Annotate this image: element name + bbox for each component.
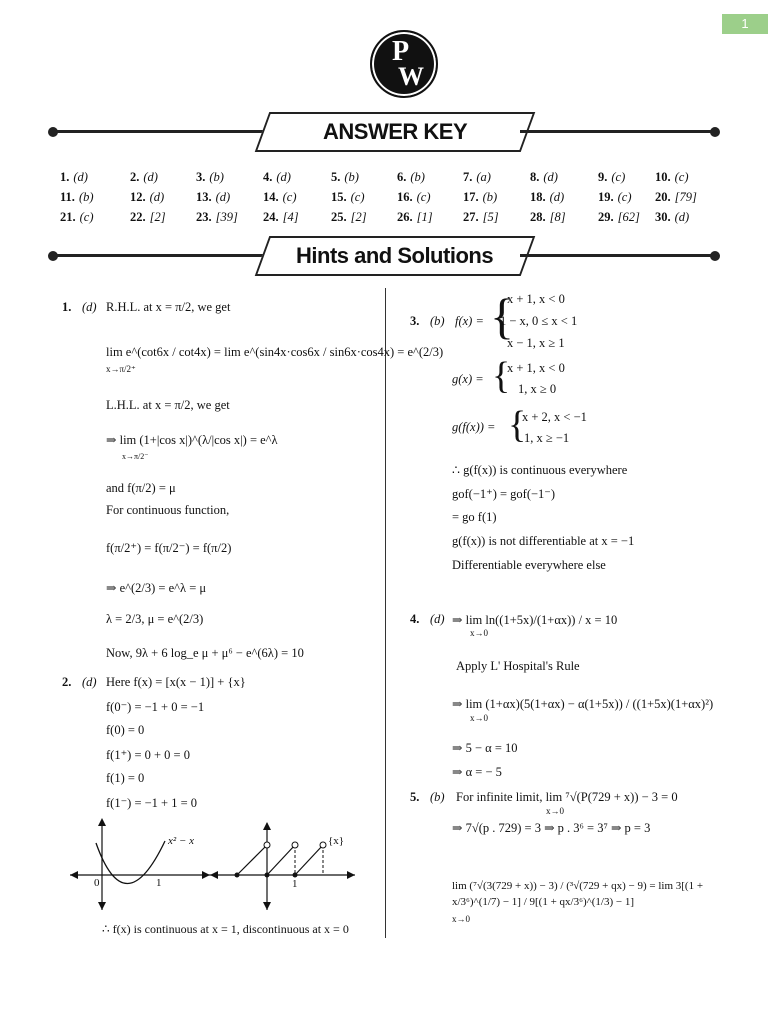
- q1-answer: (d): [82, 300, 97, 314]
- answer-item: [60, 170, 88, 185]
- answer-item: [60, 210, 94, 225]
- answer-value: (d): [73, 170, 88, 184]
- q3-line4: g(f(x)) is not differentiable at x = −1: [452, 534, 635, 548]
- q2-line1: f(0⁻) = −1 + 0 = −1: [106, 700, 205, 714]
- graph2-label: {x}: [328, 835, 345, 847]
- graph1-origin-label: 0: [94, 877, 100, 889]
- q4-result2: ⇒ α = − 5: [452, 765, 502, 779]
- answer-value: (b): [209, 170, 224, 184]
- answer-number: 2.: [130, 170, 140, 184]
- answer-number: 14.: [263, 190, 279, 204]
- answer-value: (d): [549, 190, 565, 204]
- answer-value: (c): [79, 210, 94, 224]
- q1-result1: ⇒ e^(2/3) = e^λ = μ: [106, 581, 207, 595]
- answer-number: 19.: [598, 190, 614, 204]
- answer-value: (b): [78, 190, 94, 204]
- q4-limit-sub: x→0: [470, 628, 488, 638]
- answer-number: 20.: [655, 190, 671, 204]
- answer-number: 11.: [60, 190, 75, 204]
- q3-line5: Differentiable everywhere else: [452, 558, 606, 572]
- answer-number: 9.: [598, 170, 608, 184]
- pw-logo: [370, 30, 438, 98]
- banner-line-right: [520, 130, 712, 133]
- answer-value: (c): [674, 170, 689, 184]
- answer-item: [60, 190, 94, 205]
- q3-f-case-1: x + 1, x < 0: [507, 292, 565, 306]
- answer-item: [263, 190, 297, 205]
- q4-number: 4.: [410, 612, 420, 626]
- answer-item: [196, 190, 230, 205]
- q2-answer: (d): [82, 675, 97, 689]
- q1-rhl: R.H.L. at x = π/2, we get: [106, 300, 231, 314]
- q3-answer: (b): [430, 314, 445, 328]
- q4-apply: Apply L' Hospital's Rule: [456, 659, 580, 673]
- q3-g-brace: {: [492, 355, 511, 397]
- answer-item: [598, 170, 625, 185]
- answer-item: [331, 190, 365, 205]
- answer-item: [397, 170, 425, 185]
- q3-line2: gof(−1⁺) = gof(−1⁻): [452, 487, 556, 501]
- answer-value: [79]: [674, 190, 697, 204]
- answer-key-banner: [255, 112, 536, 152]
- answer-number: 4.: [263, 170, 273, 184]
- q3-f-case-3: x − 1, x ≥ 1: [507, 336, 565, 350]
- q3-gf-case-2: 1, x ≥ −1: [524, 431, 570, 445]
- answer-value: [4]: [282, 210, 299, 224]
- column-divider: [385, 288, 386, 938]
- answer-value: (a): [476, 170, 491, 184]
- answer-number: 1.: [60, 170, 70, 184]
- answer-item: [130, 190, 164, 205]
- answer-item: [331, 170, 359, 185]
- answer-item: [463, 170, 491, 185]
- q2-line5: f(1⁻) = −1 + 1 = 0: [106, 796, 198, 810]
- answer-number: 24.: [263, 210, 279, 224]
- q1-lhl-limit: ⇒ lim (1+|cos x|)^(λ/|cos x|) = e^λ: [106, 433, 278, 447]
- q4-limit2-sub: x→0: [470, 713, 488, 723]
- answer-item: [655, 170, 689, 185]
- answer-number: 18.: [530, 190, 546, 204]
- answer-number: 7.: [463, 170, 473, 184]
- graph1-one-label: 1: [156, 877, 162, 889]
- q5-number: 5.: [410, 790, 420, 804]
- q3-g: g(x) =: [452, 372, 484, 386]
- answer-item: [397, 190, 431, 205]
- answer-item: [463, 190, 497, 205]
- q1-and: and f(π/2) = μ: [106, 481, 176, 495]
- q5-infinite-limit: For infinite limit, lim ⁷√(P(729 + x)) − 3 = 0: [456, 790, 678, 804]
- q2-number: 2.: [62, 675, 72, 689]
- q1-lhl: L.H.L. at x = π/2, we get: [106, 398, 230, 412]
- answer-value: (d): [543, 170, 558, 184]
- hints-title: Hints and Solutions: [296, 243, 494, 268]
- answer-value: [8]: [549, 210, 566, 224]
- answer-value: [2]: [149, 210, 166, 224]
- answer-value: [62]: [617, 210, 640, 224]
- q1-rhl-limit-sub: x→π/2⁺: [106, 364, 136, 374]
- answer-item: [655, 190, 697, 205]
- answer-value: (c): [282, 190, 297, 204]
- hints-line-left: [55, 254, 265, 257]
- q1-lhl-limit-sub: x→π/2⁻: [122, 452, 149, 461]
- answer-value: [5]: [482, 210, 499, 224]
- graph1-label: x² − x: [168, 835, 194, 847]
- q3-f: f(x) =: [455, 314, 484, 328]
- q5-answer: (b): [430, 790, 445, 804]
- answer-number: 22.: [130, 210, 146, 224]
- q2-conclusion: ∴ f(x) is continuous at x = 1, discontinuous at x = 0: [102, 922, 349, 936]
- answer-value: (c): [350, 190, 365, 204]
- answer-number: 12.: [130, 190, 146, 204]
- hints-line-right: [520, 254, 712, 257]
- q2-here: Here f(x) = [x(x − 1)] + {x}: [106, 675, 246, 689]
- answer-number: 27.: [463, 210, 479, 224]
- answer-item: [263, 210, 299, 225]
- answer-item: [196, 170, 224, 185]
- answer-value: (d): [143, 170, 158, 184]
- answer-number: 26.: [397, 210, 413, 224]
- graph-fractional-part: [210, 820, 355, 910]
- q3-f-case-2: 1 − x, 0 ≤ x < 1: [500, 314, 578, 328]
- q5-infinite-limit-sub: x→0: [546, 806, 564, 816]
- graph-x-squared-minus-x: [70, 815, 210, 910]
- answer-value: (c): [617, 190, 632, 204]
- q1-continuous: For continuous function,: [106, 503, 230, 517]
- q2-line3: f(1⁺) = 0 + 0 = 0: [106, 748, 190, 762]
- q4-result1: ⇒ 5 − α = 10: [452, 741, 518, 755]
- logo-letter-p: P: [392, 36, 410, 67]
- answer-number: 16.: [397, 190, 413, 204]
- answer-value: (b): [482, 190, 498, 204]
- answer-value: (d): [276, 170, 291, 184]
- answer-item: [598, 210, 640, 225]
- answer-item: [196, 210, 238, 225]
- q3-number: 3.: [410, 314, 420, 328]
- q4-limit: ⇒ lim ln((1+5x)/(1+αx)) / x = 10: [452, 613, 618, 627]
- answer-number: 10.: [655, 170, 671, 184]
- q3-g-case-1: x + 1, x < 0: [507, 361, 565, 375]
- answer-value: [1]: [416, 210, 433, 224]
- answer-value: (d): [674, 210, 690, 224]
- answer-value: (d): [149, 190, 165, 204]
- answer-number: 5.: [331, 170, 341, 184]
- answer-number: 30.: [655, 210, 671, 224]
- graph2-one-label: 1: [292, 878, 298, 890]
- q2-line2: f(0) = 0: [106, 723, 145, 737]
- banner-dot-right: [710, 127, 720, 137]
- q4-answer: (d): [430, 612, 445, 626]
- answer-value: (b): [410, 170, 425, 184]
- answer-value: (d): [215, 190, 231, 204]
- answer-number: 23.: [196, 210, 212, 224]
- answer-value: (c): [416, 190, 431, 204]
- answer-number: 15.: [331, 190, 347, 204]
- q1-now: Now, 9λ + 6 log_e μ + μ⁶ − e^(6λ) = 10: [106, 646, 304, 660]
- banner-line-left: [55, 130, 265, 133]
- answer-number: 3.: [196, 170, 206, 184]
- q1-number: 1.: [62, 300, 72, 314]
- q4-limit2: ⇒ lim (1+αx)(5(1+αx) − α(1+5x)) / ((1+5x)(1+αx)²): [452, 697, 714, 711]
- q3-g-case-2: 1, x ≥ 0: [518, 382, 557, 396]
- answer-item: [130, 170, 158, 185]
- q3-line1: ∴ g(f(x)) is continuous everywhere: [452, 463, 628, 477]
- answer-value: (c): [611, 170, 626, 184]
- q3-gf-case-1: x + 2, x < −1: [522, 410, 587, 424]
- answer-item: [263, 170, 291, 185]
- q1-equation: f(π/2⁺) = f(π/2⁻) = f(π/2): [106, 541, 232, 555]
- q2-line4: f(1) = 0: [106, 771, 145, 785]
- answer-key-title: ANSWER KEY: [322, 119, 468, 144]
- answer-item: [463, 210, 499, 225]
- q1-rhl-limit: lim e^(cot6x / cot4x) = lim e^(sin4x·cos6x / sin6x·cos4x) = e^(2/3): [106, 345, 444, 359]
- answer-number: 21.: [60, 210, 76, 224]
- answer-number: 13.: [196, 190, 212, 204]
- answer-item: [530, 210, 566, 225]
- q3-gf: g(f(x)) =: [452, 420, 496, 434]
- answer-item: [530, 170, 558, 185]
- answer-item: [130, 210, 166, 225]
- answer-item: [331, 210, 367, 225]
- q3-line3: = go f(1): [452, 510, 497, 524]
- answer-item: [530, 190, 564, 205]
- answer-number: 25.: [331, 210, 347, 224]
- answer-number: 17.: [463, 190, 479, 204]
- q1-result2: λ = 2/3, μ = e^(2/3): [106, 612, 204, 626]
- q5-line2: lim (⁷√(3(729 + x)) − 3) / (³√(729 + qx) − 9) = lim 3[(1 + x/3⁶)^(1/7) − 1] / 9[(1 + qx/3⁶)^(1/3) − 1]: [452, 880, 704, 908]
- answer-item: [655, 210, 689, 225]
- answer-item: [598, 190, 632, 205]
- answer-number: 8.: [530, 170, 540, 184]
- answer-number: 6.: [397, 170, 407, 184]
- q5-line1: ⇒ 7√(p . 729) = 3 ⇒ p . 3⁶ = 3⁷ ⇒ p = 3: [452, 821, 651, 835]
- answer-number: 29.: [598, 210, 614, 224]
- logo-letter-w: W: [398, 62, 424, 91]
- answer-value: [2]: [350, 210, 367, 224]
- hints-banner: [255, 236, 536, 276]
- answer-item: [397, 210, 433, 225]
- answer-value: [39]: [215, 210, 238, 224]
- answer-number: 28.: [530, 210, 546, 224]
- page-number-badge: 1: [722, 14, 768, 34]
- hints-dot-right: [710, 251, 720, 261]
- q3-gf-brace: {: [508, 404, 527, 446]
- answer-value: (b): [344, 170, 359, 184]
- q3-f-brace: {: [490, 288, 514, 344]
- q5-line2-sub: x→0: [452, 914, 470, 924]
